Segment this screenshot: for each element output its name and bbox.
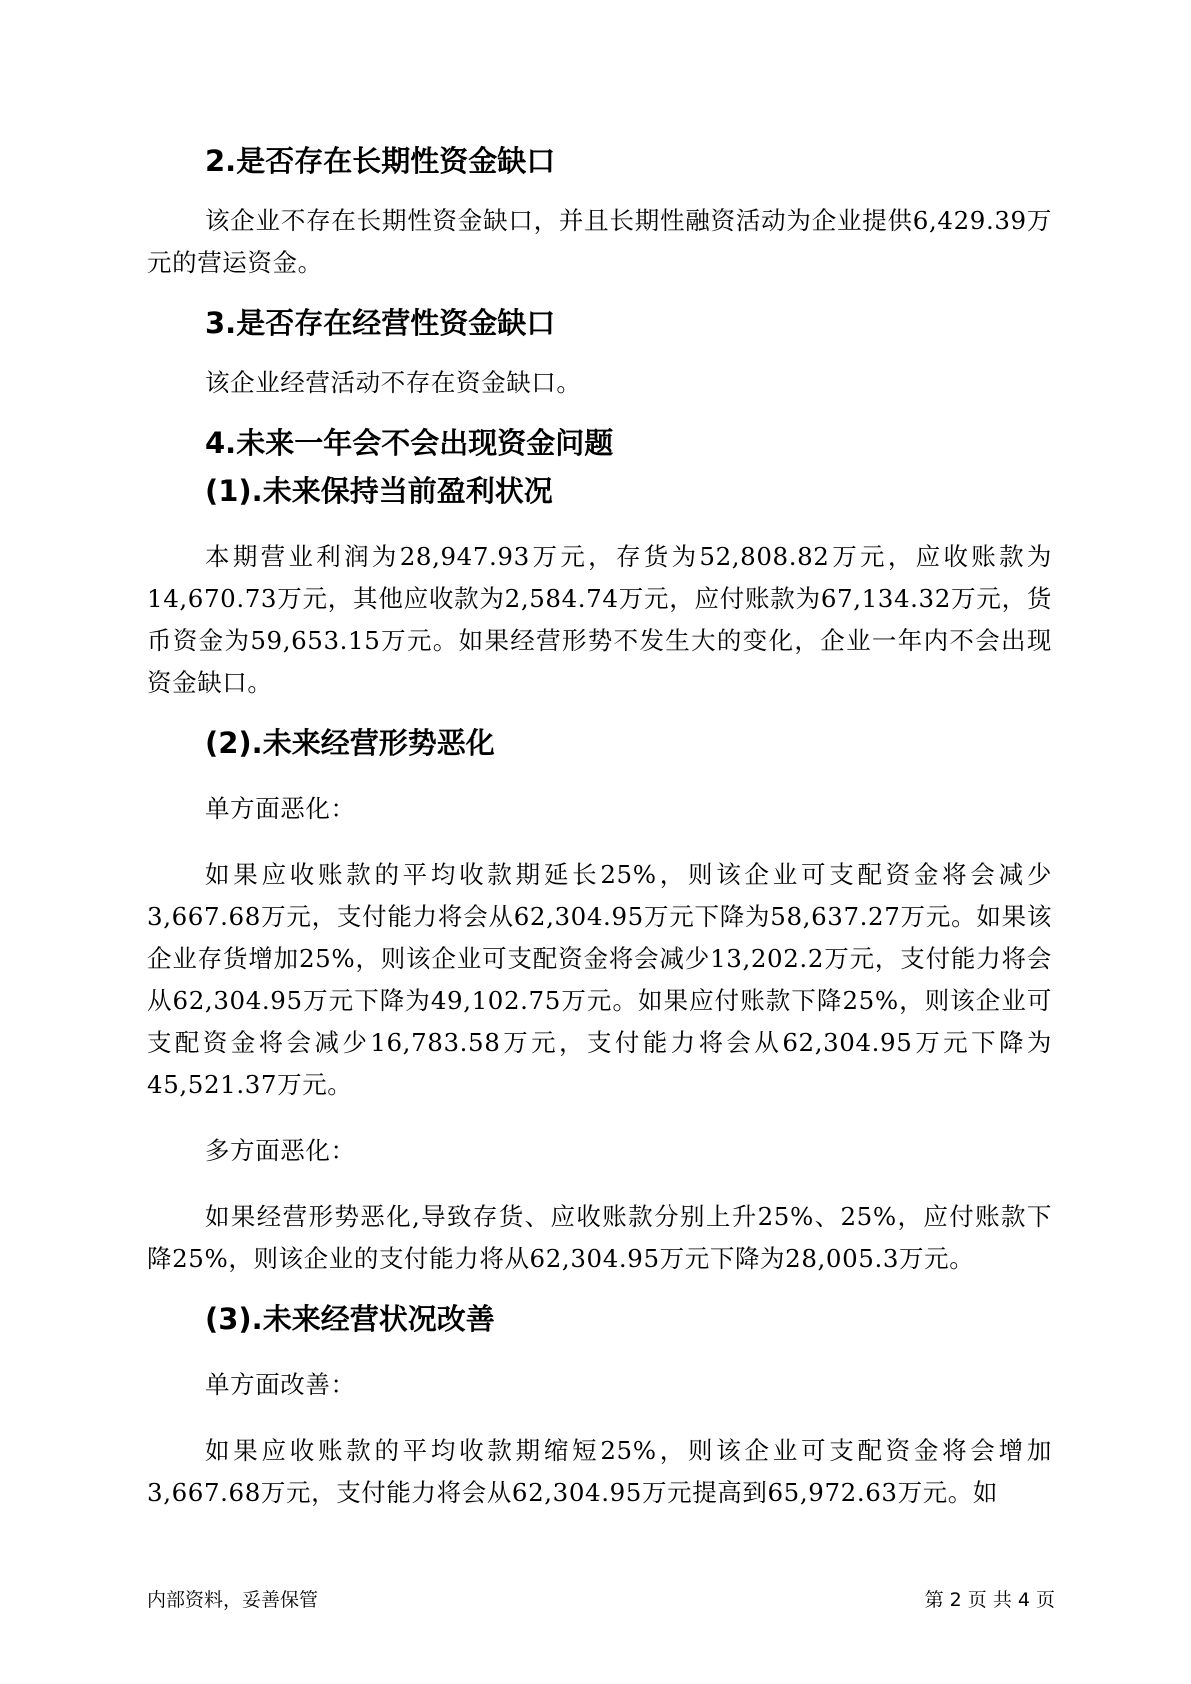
page-content <box>147 140 1052 1514</box>
footer-page-number: 第 2 页 共 4 页 <box>924 1589 1055 1611</box>
single-worsening-label: 单方面恶化： <box>205 794 356 823</box>
subsection-heading-4-1: (1).未来保持当前盈利状况 <box>205 474 553 508</box>
section-heading-3: 3.是否存在经营性资金缺口 <box>205 306 556 340</box>
subsection-paragraph-4-1: 本期营业利润为28,947.93万元，存货为52,808.82万元，应收账款为14,670.73万元，其他应收款为2,584.74万元，应付账款为67,134.32万元，货币资金为59,653.15万元。如果经营形势不发生大的变化，企业一年内不会出现资金缺口。 <box>147 542 1052 697</box>
section-heading-4: 4.未来一年会不会出现资金问题 <box>205 426 614 460</box>
single-worsening-paragraph: 如果应收账款的平均收款期延长25%，则该企业可支配资金将会减少3,667.68万元，支付能力将会从62,304.95万元下降为58,637.27万元。如果该企业存货增加25%，则该企业可支配资金将会减少13,202.2万元，支付能力将会从62,304.95万元下降为49,102.75万元。如果应付账款下降25%，则该企业可支配资金将会减少16,783.58万元，支付能力将会从62,304.95万元下降为45,521.37万元。 <box>147 860 1052 1099</box>
section-heading-2: 2.是否存在长期性资金缺口 <box>205 144 556 178</box>
subsection-heading-4-3: (3).未来经营状况改善 <box>205 1302 495 1336</box>
subsection-heading-4-2: (2).未来经营形势恶化 <box>205 726 495 760</box>
footer-confidential-note: 内部资料，妥善保管 <box>147 1589 319 1611</box>
section-paragraph-3: 该企业经营活动不存在资金缺口。 <box>205 368 582 397</box>
single-improvement-label: 单方面改善： <box>205 1370 356 1399</box>
section-paragraph-2: 该企业不存在长期性资金缺口，并且长期性融资活动为企业提供6,429.39万元的营运资金。 <box>147 206 1052 277</box>
single-improvement-paragraph: 如果应收账款的平均收款期缩短25%，则该企业可支配资金将会增加3,667.68万元，支付能力将会从62,304.95万元提高到65,972.63万元。如 <box>147 1436 1052 1507</box>
multi-worsening-label: 多方面恶化： <box>205 1136 356 1165</box>
multi-worsening-paragraph: 如果经营形势恶化,导致存货、应收账款分别上升25%、25%，应付账款下降25%，则该企业的支付能力将从62,304.95万元下降为28,005.3万元。 <box>147 1202 1052 1273</box>
